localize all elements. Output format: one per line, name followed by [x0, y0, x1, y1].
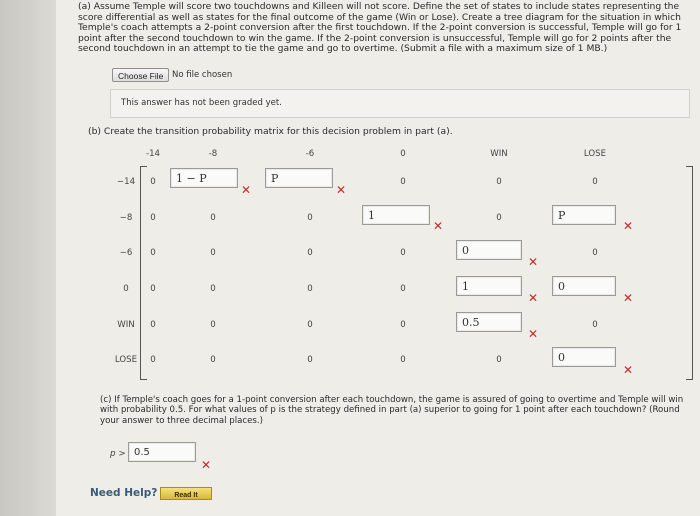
p-label: p >: [110, 449, 126, 459]
matrix-bracket-right: [686, 166, 693, 380]
graded-notice: [110, 89, 690, 118]
matrix-input[interactable]: 0.5: [456, 312, 522, 332]
matrix-cell: 0: [400, 248, 406, 258]
matrix-cell: 0: [400, 320, 406, 330]
part-c-question: (c) If Temple's coach goes for a 1-point conversion after each touchdown, the game is assured of going to overtime and Temple will win with probability 0.5. For what values of p is the strategy defined in part (a) superior to going for 1 point after each touchdown? (Round your answer to three decimal places.): [100, 395, 684, 426]
incorrect-icon: ✕: [335, 183, 347, 197]
matrix-cell: 0: [592, 320, 598, 330]
matrix-cell: 0: [150, 284, 156, 294]
matrix-input[interactable]: 1: [362, 205, 430, 225]
matrix-cell: 0: [592, 248, 598, 258]
matrix-cell: 0: [400, 284, 406, 294]
incorrect-icon: ✕: [200, 458, 212, 472]
need-help-label: Need Help?: [90, 487, 158, 499]
matrix-cell: 0: [210, 213, 216, 223]
file-status: No file chosen: [172, 70, 233, 80]
incorrect-icon: ✕: [622, 291, 634, 305]
incorrect-icon: ✕: [527, 327, 539, 341]
matrix-cell: 0: [150, 355, 156, 365]
matrix-input[interactable]: 0: [552, 347, 616, 367]
matrix-cell: 0: [210, 284, 216, 294]
matrix-input[interactable]: 0: [552, 276, 616, 296]
matrix-cell: 0: [400, 355, 406, 365]
matrix-input[interactable]: 1: [456, 276, 522, 296]
row-label: −6: [119, 248, 133, 258]
matrix-cell: 0: [210, 248, 216, 258]
matrix-cell: 0: [307, 248, 313, 258]
matrix-cell: 0: [400, 177, 406, 187]
col-header: WIN: [490, 149, 508, 159]
incorrect-icon: ✕: [527, 291, 539, 305]
matrix-cell: 0: [150, 213, 156, 223]
matrix-cell: 0: [496, 213, 502, 223]
matrix-cell: 0: [150, 177, 156, 187]
matrix-cell: 0: [592, 177, 598, 187]
matrix-cell: 0: [307, 213, 313, 223]
p-answer-input[interactable]: 0.5: [128, 442, 196, 462]
matrix-cell: 0: [496, 355, 502, 365]
col-header: -8: [208, 149, 218, 159]
row-label: −14: [116, 177, 136, 187]
page-edge: [0, 0, 56, 516]
col-header: 0: [400, 149, 406, 159]
matrix-cell: 0: [307, 355, 313, 365]
matrix-cell: 0: [307, 284, 313, 294]
incorrect-icon: ✕: [622, 363, 634, 377]
matrix-cell: 0: [496, 177, 502, 187]
row-label: WIN: [117, 320, 135, 330]
row-label: −8: [119, 213, 133, 223]
col-header: -14: [145, 149, 161, 159]
graded-notice-text: This answer has not been graded yet.: [121, 98, 282, 108]
row-label: 0: [123, 284, 129, 294]
matrix-input[interactable]: P: [552, 205, 616, 225]
col-header: LOSE: [583, 149, 607, 159]
col-header: -6: [305, 149, 315, 159]
incorrect-icon: ✕: [432, 219, 444, 233]
incorrect-icon: ✕: [240, 183, 252, 197]
row-label: LOSE: [114, 355, 138, 365]
matrix-input[interactable]: 1 − P: [170, 168, 238, 188]
matrix-input[interactable]: 0: [456, 240, 522, 260]
matrix-cell: 0: [307, 320, 313, 330]
matrix-input[interactable]: P: [265, 168, 333, 188]
choose-file-button[interactable]: Choose File: [112, 68, 169, 82]
incorrect-icon: ✕: [527, 255, 539, 269]
matrix-cell: 0: [150, 320, 156, 330]
part-a-question: (a) Assume Temple will score two touchdowns and Killeen will not score. Define the set of states to include states representing the score differential as well as states for the final outcome of the game (Win or Lose). Create a tree diagram for the situation in which Temple's coach attempts a 2-point conversion after the first touchdown. If the 2-point conversion is successful, Temple will go for 1 point after the second touchdown to win the game. If the 2-point conversion is unsuccessful, Temple will go for 2 points after the second touchdown in an attempt to tie the game and go to overtime. (Submit a file with a maximum size of 1 MB.): [78, 1, 682, 55]
matrix-cell: 0: [210, 355, 216, 365]
read-it-button[interactable]: Read It: [160, 487, 212, 500]
matrix-cell: 0: [150, 248, 156, 258]
matrix-cell: 0: [210, 320, 216, 330]
matrix-bracket-left: [140, 166, 147, 380]
part-b-question: (b) Create the transition probability matrix for this decision problem in part (a).: [88, 126, 453, 137]
incorrect-icon: ✕: [622, 219, 634, 233]
